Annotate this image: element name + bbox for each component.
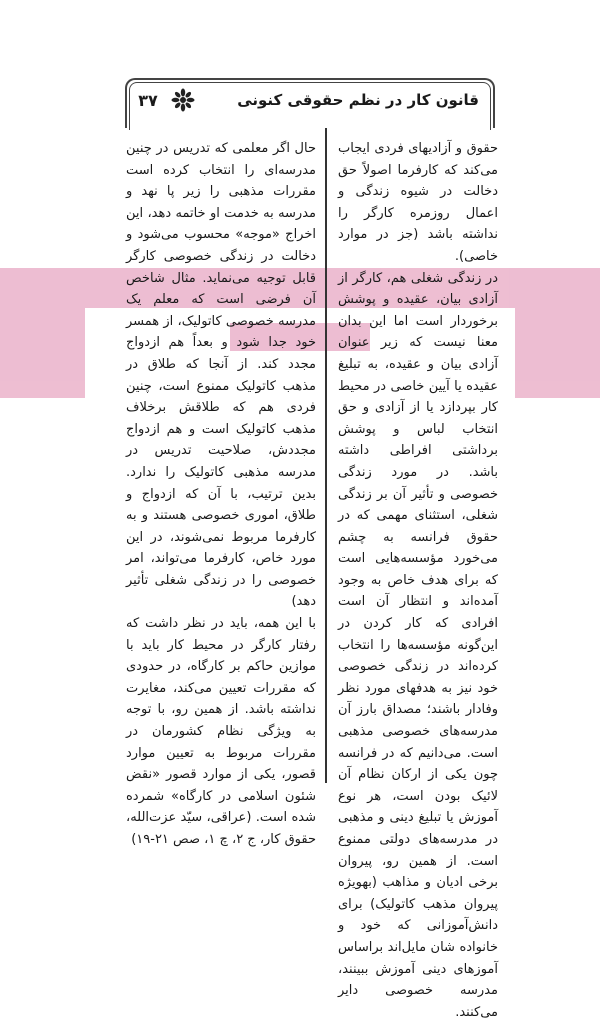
paragraph: در زندگی شغلی هم، کارگر از آزادی بیان، عقیده و پوشش برخوردار است اما این بدان معنا نیست که زیر عنوان آزادی بیان و عقیده، به تبلیغ عقیده یا آیین خاصی در محیط کار بپردازد یا از آزادی و حق انتخاب لباس و پوشش برداشتی افراطی داشته باشد. در مورد زندگی خصوصی و تأثیر آن بر زندگی شغلی، استثنای مهمی که در حقوق فرانسه به چشم می‌خورد مؤسسه‌هایی است که برای هدف خاص به وجود آمده‌اند و انتظار آن است افرادی که کار کردن در این‌گونه مؤسسه‌ها را انتخاب کرده‌اند در زندگی خصوصی خود نیز به هدفهای مورد نظر وفادار باشند؛ مصداق بارز آن مدرسه‌های خصوصی مذهبی است. می‌دانیم که در فرانسه چون یکی از ارکان نظام آن لائیک بودن است، هر نوع آموزش یا تبلیغ دینی و مذهبی در مدرسه‌های دولتی ممنوع است. از همین رو، پیروان برخی ادیان و مذاهب (بهویژه پیروان مذهب کاتولیک) برای دانش‌آموزانی که خود و خانواده شان مایل‌اند براساس آموزهای دینی آموزش ببینند، مدرسه خصوصی دایر می‌کنند.	[338, 270, 498, 1020]
paragraph: با این همه، باید در نظر داشت که رفتار کارگر در محیط کار باید با موازین حاکم بر کارگاه، در حدودی که مقررات تعیین می‌کند، مغایرت نداشته باشد. از همین رو، با توجه به ویژگی نظام کشورمان در مقررات مربوط به تعیین موارد قصور، یکی از موارد قصور «نقض شئون اسلامی در کارگاه» شمرده شده است. (عراقی، سیّد عزت‌الله، حقوق کار، ج ۲، چ ۱، صص ۲۱-۱۹)	[126, 616, 316, 847]
text-column-right	[338, 138, 498, 1023]
paragraph: حال اگر معلمی که تدریس در چنین مدرسه‌ای را انتخاب کرده است مقررات مذهبی را زیر پا نهد و مدرسه به خدمت او خاتمه دهد، این اخراج «موجه» محسوب می‌شود و دخالت در زندگی خصوصی کارگر قابل توجیه می‌نماید. مثال شاخص آن فرضی است که معلم یک مدرسه خصوصی کاتولیک، از همسر خود جدا شود و بعداً هم ازدواج مجدد کند. از آنجا که طلاق در مذهب کاتولیک ممنوع است، چنین فردی هم که طلاقش برخلاف مذهب کاتولیک است و هم ازدواج مجددش، صلاحیت تدریس در مدرسه مذهبی کاتولیک را ندارد. بدین ترتیب، با آن که ازدواج و طلاق، اموری خصوصی هستند و به کارفرما مربوط نمی‌شوند، در این مورد خاص، کارفرما می‌تواند، امر خصوصی را در زندگی شغلی تأثیر دهد)	[126, 141, 316, 610]
column-divider	[325, 128, 327, 783]
paragraph: حقوق و آزادیهای فردی ایجاب می‌کند که کارفرما اصولاً حق دخالت در شیوه زندگی و اعمال روزمره کارگر را نداشته باشد (جز در موارد خاصی).	[338, 141, 498, 264]
flower-ornament-icon	[171, 88, 195, 112]
text-column-left	[126, 138, 316, 851]
running-title: قانون کار در نظم حقوقی کنونی	[237, 91, 479, 109]
page-number: ۳۷	[138, 91, 158, 110]
page-header	[125, 78, 495, 128]
